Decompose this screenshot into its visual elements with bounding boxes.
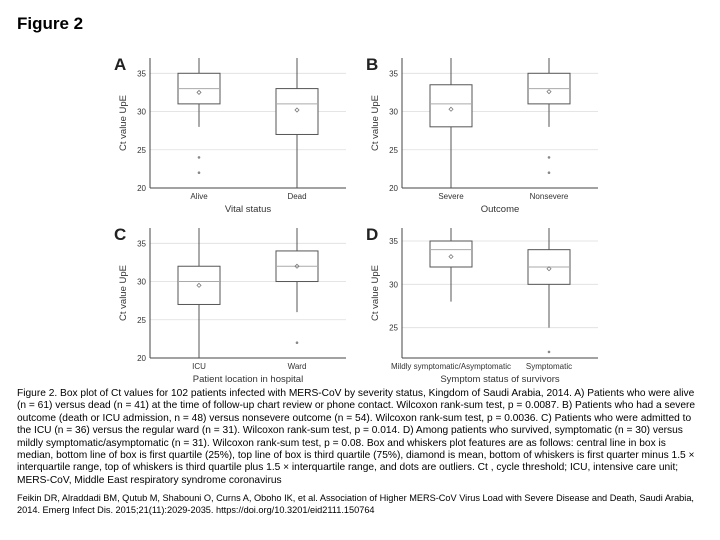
slide-title: Figure 2 — [17, 14, 84, 33]
chart-panel-d — [358, 216, 608, 391]
y-tick-label: 30 — [137, 277, 146, 287]
figure-caption: Figure 2. Box plot of Ct values for 102 patients infected with MERS-CoV by severity status, Kingdom of Saudi Arabia, 2014. A) Patients who were alive (n = 61) versus dead (n = 41) at the time of follow-up chart review or phone contact. Wilcoxon rank-sum test, p = 0.0087. B) Patients who had a severe outcome (death or ICU admission, n = 48) versus nonsevere outcome (n = 54). Wilcoxon rank-sum test, p = 0.0036. C) Patients who were admitted to the ICU (n = 36) versus the regular ward (n = 31). Wilcoxon rank-sum test, p = 0.014. D) Among patients who survived, symptomatic (n = 30) versus mildly symptomatic/asymptomatic (n = 31). Wilcoxon rank-sum test, p = 0.08. Box and whiskers plot features are as follows: central line in box is median, bottom line of box is first quartile (25%), top line of box is third quartile (75%), diamond is mean, bottom of whiskers is first quarter minus 1.5 × interquartile range, top of whiskers is third quartile plus 1.5 × interquartile range, and dots are outliers. Ct , cycle threshold; ICU, intensive care unit; MERS-CoV, Middle East respiratory syndrome coronavirus — [17, 388, 696, 486]
box-plot-svg — [106, 216, 356, 386]
chart-panel-b — [358, 46, 608, 221]
y-tick-label: 35 — [137, 69, 146, 79]
box-alive — [178, 58, 220, 174]
box-plot-svg — [358, 216, 608, 386]
y-tick-label: 20 — [389, 184, 398, 193]
box-plot-svg — [358, 46, 608, 216]
y-tick-label: 30 — [389, 280, 398, 290]
y-axis-label: Ct value UpE — [118, 265, 129, 321]
y-tick-label: 20 — [137, 354, 146, 363]
y-tick-label: 35 — [389, 237, 398, 246]
box-mildly-symptomatic-asymptomatic — [430, 228, 472, 302]
y-tick-label: 35 — [389, 69, 398, 79]
x-tick-label: Dead — [287, 192, 307, 201]
outlier-point — [548, 171, 551, 174]
x-tick-label: Ward — [287, 362, 307, 371]
x-tick-label: ICU — [192, 362, 206, 371]
outlier-point — [198, 171, 201, 174]
y-tick-label: 20 — [137, 184, 146, 193]
x-tick-label: Mildly symptomatic/Asymptomatic — [390, 362, 512, 371]
panel-letter: D — [366, 225, 379, 244]
outlier-point — [198, 156, 201, 159]
x-axis-label: Vital status — [224, 204, 272, 215]
iqr-box — [178, 266, 220, 304]
chart-panel-c — [106, 216, 356, 391]
box-nonsevere — [528, 58, 570, 174]
y-axis-label: Ct value UpE — [118, 95, 129, 151]
x-axis-label: Patient location in hospital — [192, 374, 304, 385]
y-tick-label: 25 — [389, 145, 398, 155]
panel-letter: B — [366, 55, 379, 74]
y-tick-label: 30 — [389, 107, 398, 117]
x-axis-label: Outcome — [480, 204, 520, 215]
box-icu — [178, 228, 220, 358]
y-tick-label: 25 — [137, 145, 146, 155]
y-axis-label: Ct value UpE — [370, 95, 381, 151]
x-tick-label: Severe — [438, 192, 464, 201]
box-ward — [276, 228, 318, 344]
y-tick-label: 25 — [137, 315, 146, 325]
outlier-point — [548, 351, 551, 354]
panel-letter: C — [114, 225, 127, 244]
x-tick-label: Nonsevere — [529, 192, 569, 201]
figure-citation: Feikin DR, Alraddadi BM, Qutub M, Shabouni O, Curns A, Oboho IK, et al. Association of Higher MERS-CoV Virus Load with Severe Disease and Death, Saudi Arabia, 2014. Emerg Infect Dis. 2015;21(11):2029-2035. https://doi.org/10.3201/eid2111.150764 — [17, 493, 694, 515]
y-axis-label: Ct value UpE — [370, 265, 381, 321]
box-plot-svg — [106, 46, 356, 216]
outlier-point — [296, 341, 299, 344]
y-tick-label: 30 — [137, 107, 146, 117]
panel-letter: A — [114, 55, 127, 74]
iqr-box — [430, 241, 472, 267]
box-severe — [430, 58, 472, 188]
x-tick-label: Alive — [190, 192, 208, 201]
box-symptomatic — [528, 228, 570, 353]
y-tick-label: 25 — [389, 323, 398, 333]
chart-panel-a — [106, 46, 356, 221]
outlier-point — [548, 156, 551, 159]
y-tick-label: 35 — [137, 239, 146, 249]
iqr-box — [430, 85, 472, 127]
box-dead — [276, 58, 318, 188]
x-axis-label: Symptom status of survivors — [440, 374, 560, 385]
x-tick-label: Symptomatic — [525, 362, 573, 371]
